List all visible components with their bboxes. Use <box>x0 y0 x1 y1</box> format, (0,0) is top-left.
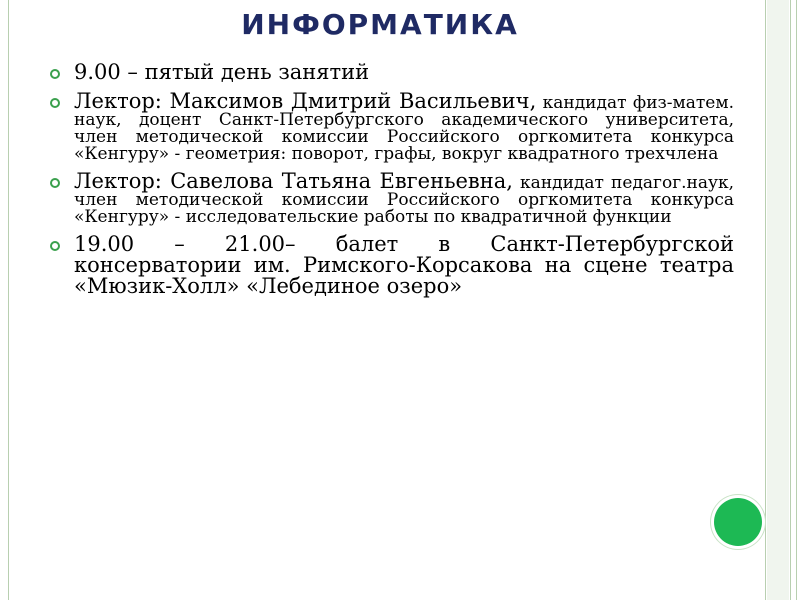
frame-line-right-inner <box>765 0 766 600</box>
bullet-text: 19.00 – 21.00– балет в Санкт-Петербургской консерватории им. Римского-Корсакова на сцене театра «Мюзик-Холл» «Лебединое озеро» <box>74 232 734 298</box>
slide-title: ИНФОРМАТИКА <box>241 8 519 41</box>
bullet-text: 9.00 – пятый день занятий <box>74 60 370 84</box>
ring-bullet-icon <box>50 178 60 188</box>
bullet-item-lecturer-savelova <box>50 171 734 226</box>
ring-bullet-icon <box>50 98 60 108</box>
frame-line-right-mid <box>790 0 791 600</box>
frame-line-right-outer <box>796 0 797 600</box>
bullet-tail-text: кандидат педагог.наук, член методической комиссии Российского оргкомитета конкурса «Кенгуру» - исследовательские работы по квадратичной функции <box>74 173 734 227</box>
bullet-lead-text: Лектор: Савелова Татьяна Евгеньевна, <box>74 169 513 193</box>
bullet-list <box>50 62 734 305</box>
green-circle-decoration <box>714 498 762 546</box>
bullet-tail-text: кандидат физ-матем. наук, доцент Санкт-Петербургского академического университета, член методической комиссии Российского оргкомитета конкурса «Кенгуру» - геометрия: поворот, графы, вокруг квадратного трехчлена <box>74 93 734 164</box>
bullet-lead-text: Лектор: Максимов Дмитрий Васильевич, <box>74 89 537 113</box>
right-decorative-band <box>767 0 789 600</box>
bullet-item-lecturer-maksimov <box>50 91 734 163</box>
ring-bullet-icon <box>50 241 60 251</box>
bullet-item-ballet <box>50 234 734 297</box>
frame-line-left <box>8 0 9 600</box>
ring-bullet-icon <box>50 69 60 79</box>
bullet-item-day <box>50 62 734 83</box>
